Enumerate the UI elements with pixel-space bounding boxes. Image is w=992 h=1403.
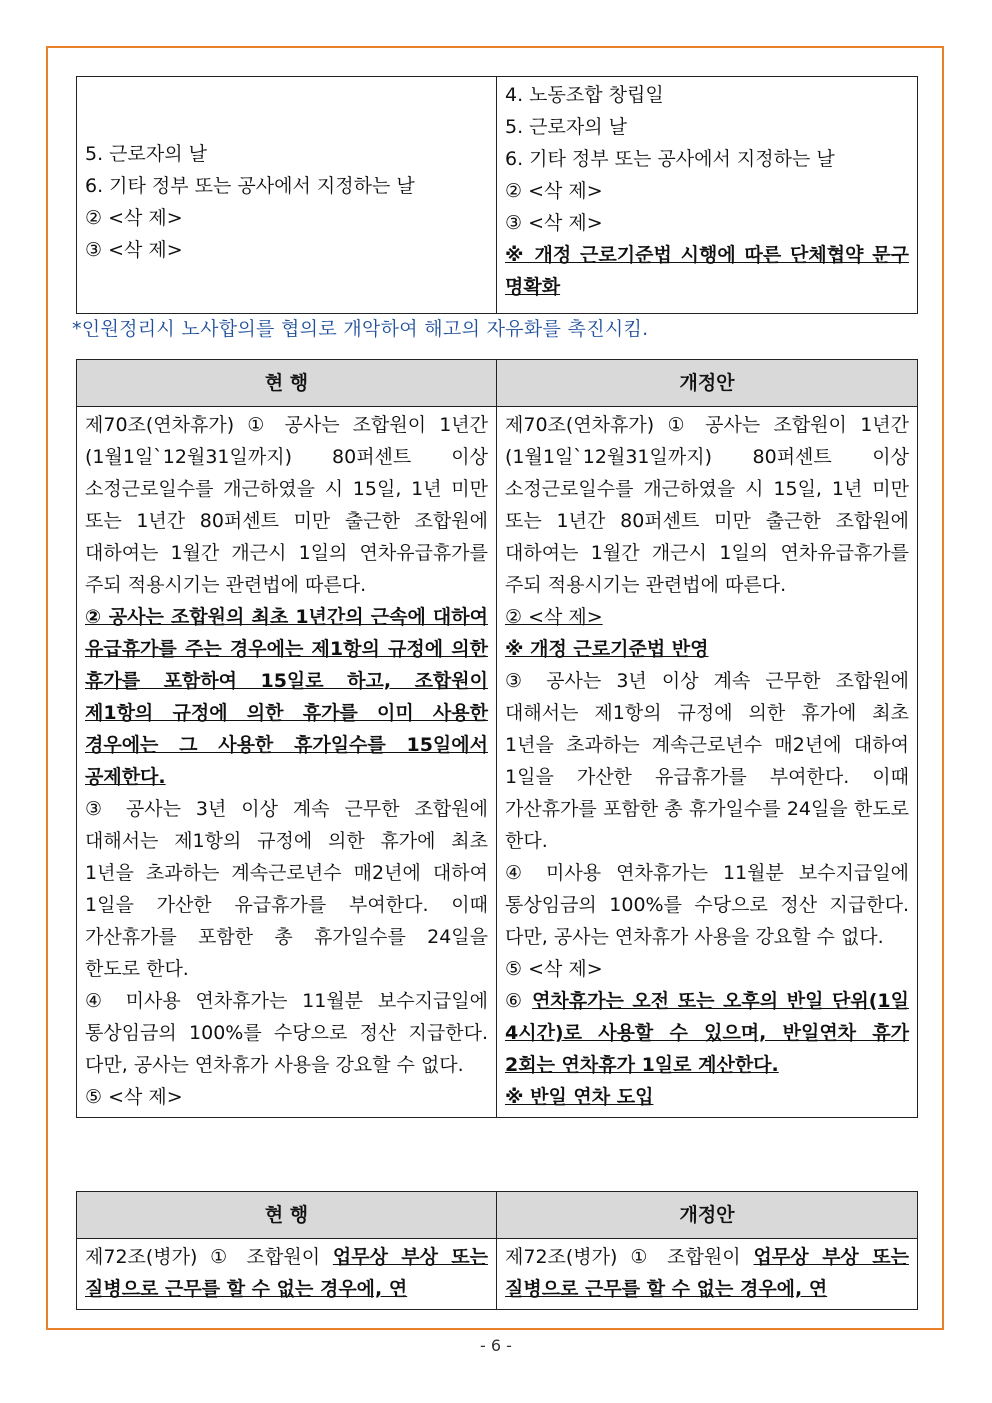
paragraph-6	[505, 985, 909, 1081]
paragraph-6-note: ※ 반일 연차 도입	[505, 1086, 654, 1108]
holiday-revision-note: ※ 개정 근로기준법 시행에 따른 단체협약 문구 명확화	[505, 244, 909, 298]
paragraph-5: ⑤ <삭 제>	[85, 1086, 183, 1108]
paragraph-5: ⑤ <삭 제>	[505, 958, 603, 980]
paragraph-1: ① 공사는 조합원이 1년간(1월1일`12월31일까지) 80퍼센트 이상 소정근로일수를 개근하였을 시 15일, 1년 미만 또는 1년간 80퍼센트 미만 출근한 조합원에 대하여는 1월간 개근시 1일의 연차유급휴가를 주되 적용시기는 관련법에 따른다.	[505, 414, 909, 596]
paragraph-2-deleted: ② <삭 제>	[505, 606, 603, 628]
article-72-title: 제72조(병가)	[505, 1246, 618, 1268]
article-72-prefix: ① 조합원이	[617, 1246, 754, 1268]
page-number: - 6 -	[480, 1336, 512, 1355]
article-70-title: 제70조(연차휴가)	[505, 414, 655, 436]
holiday-revised-line: 6. 기타 정부 또는 공사에서 지정하는 날	[505, 148, 835, 170]
paragraph-6-text: 연차휴가는 오전 또는 오후의 반일 단위(1일 4시간)로 사용할 수 있으며, 반일연차 휴가 2회는 연차휴가 1일로 계산한다.	[505, 990, 910, 1076]
paragraph-4: ④ 미사용 연차휴가는 11월분 보수지급일에 통상임금의 100%를 수당으로 정산 지급한다. 다만, 공사는 연차휴가 사용을 강요할 수 없다.	[505, 862, 909, 948]
commentary-note: *인원정리시 노사합의를 협의로 개악하여 해고의 자유화를 촉진시킴.	[72, 318, 649, 340]
holiday-revised-cell	[497, 77, 918, 314]
header-current: 현 행	[77, 1192, 497, 1239]
holiday-current-line: 6. 기타 정부 또는 공사에서 지정하는 날	[85, 175, 415, 197]
header-revised: 개정안	[497, 1192, 918, 1239]
article-72-current-cell	[77, 1239, 497, 1310]
holiday-table	[76, 76, 918, 314]
holiday-revised-line: ③ <삭 제>	[505, 212, 603, 234]
paragraph-3: ③ 공사는 3년 이상 계속 근무한 조합원에 대해서는 제1항의 규정에 의한 휴가에 최초 1년을 초과하는 계속근로년수 매2년에 대하여 1일을 가산한 유급휴가를 부여한다. 이때 가산휴가를 포함한 총 휴가일수를 24일을 한도로 한다.	[85, 798, 488, 980]
article-72-table	[76, 1191, 918, 1310]
header-revised: 개정안	[497, 360, 918, 407]
article-72-prefix: ① 조합원이	[197, 1246, 333, 1268]
holiday-current-cell	[77, 77, 497, 314]
paragraph-2-note-line	[505, 633, 909, 665]
paragraph-2-note: ※ 개정 근로기준법 반영	[505, 638, 709, 660]
holiday-current-line: ③ <삭 제>	[85, 239, 183, 261]
article-70-title: 제70조(연차휴가)	[85, 414, 235, 436]
paragraph-3: ③ 공사는 3년 이상 계속 근무한 조합원에 대해서는 제1항의 규정에 의한 휴가에 최초 1년을 초과하는 계속근로년수 매2년에 대하여 1일을 가산한 유급휴가를 부여한다. 이때 가산휴가를 포함한 총 휴가일수를 24일을 한도로 한다.	[505, 670, 909, 852]
holiday-revised-line: 4. 노동조합 창립일	[505, 84, 664, 106]
paragraph-4: ④ 미사용 연차휴가는 11월분 보수지급일에 통상임금의 100%를 수당으로 정산 지급한다. 다만, 공사는 연차휴가 사용을 강요할 수 없다.	[85, 990, 488, 1076]
holiday-current-line: ② <삭 제>	[85, 207, 183, 229]
paragraph-2-deleted-text: ② 공사는 조합원의 최초 1년간의 근속에 대하여 유급휴가를 주는 경우에는 제1항의 규정에 의한 휴가를 포함하여 15일로 하고, 조합원이 제1항의 규정에 의한 휴가를 이미 사용한 경우에는 그 사용한 휴가일수를 15일에서 공제한다.	[85, 606, 488, 788]
article-70-revised-cell	[497, 407, 918, 1118]
holiday-current-line: 5. 근로자의 날	[85, 143, 207, 165]
header-current: 현 행	[77, 360, 497, 407]
article-72-revised-cell	[497, 1239, 918, 1310]
paragraph-6-note-line	[505, 1081, 909, 1113]
article-70-current-cell	[77, 407, 497, 1118]
paragraph-6-number: ⑥	[505, 990, 533, 1012]
paragraph-2	[505, 601, 909, 633]
holiday-revised-line: ② <삭 제>	[505, 180, 603, 202]
article-72-text: 업무상 부상 또는 질병으로 근무를 할 수 없는 경우에, 연	[85, 1246, 488, 1300]
holiday-revised-line: 5. 근로자의 날	[505, 116, 627, 138]
article-70-table	[76, 359, 918, 1118]
article-72-text: 업무상 부상 또는 질병으로 근무를 할 수 없는 경우에, 연	[505, 1246, 909, 1300]
article-72-title: 제72조(병가)	[85, 1246, 198, 1268]
paragraph-1: ① 공사는 조합원이 1년간(1월1일`12월31일까지) 80퍼센트 이상 소정근로일수를 개근하였을 시 15일, 1년 미만 또는 1년간 80퍼센트 미만 출근한 조합원에 대하여는 1월간 개근시 1일의 연차유급휴가를 주되 적용시기는 관련법에 따른다.	[85, 414, 488, 596]
